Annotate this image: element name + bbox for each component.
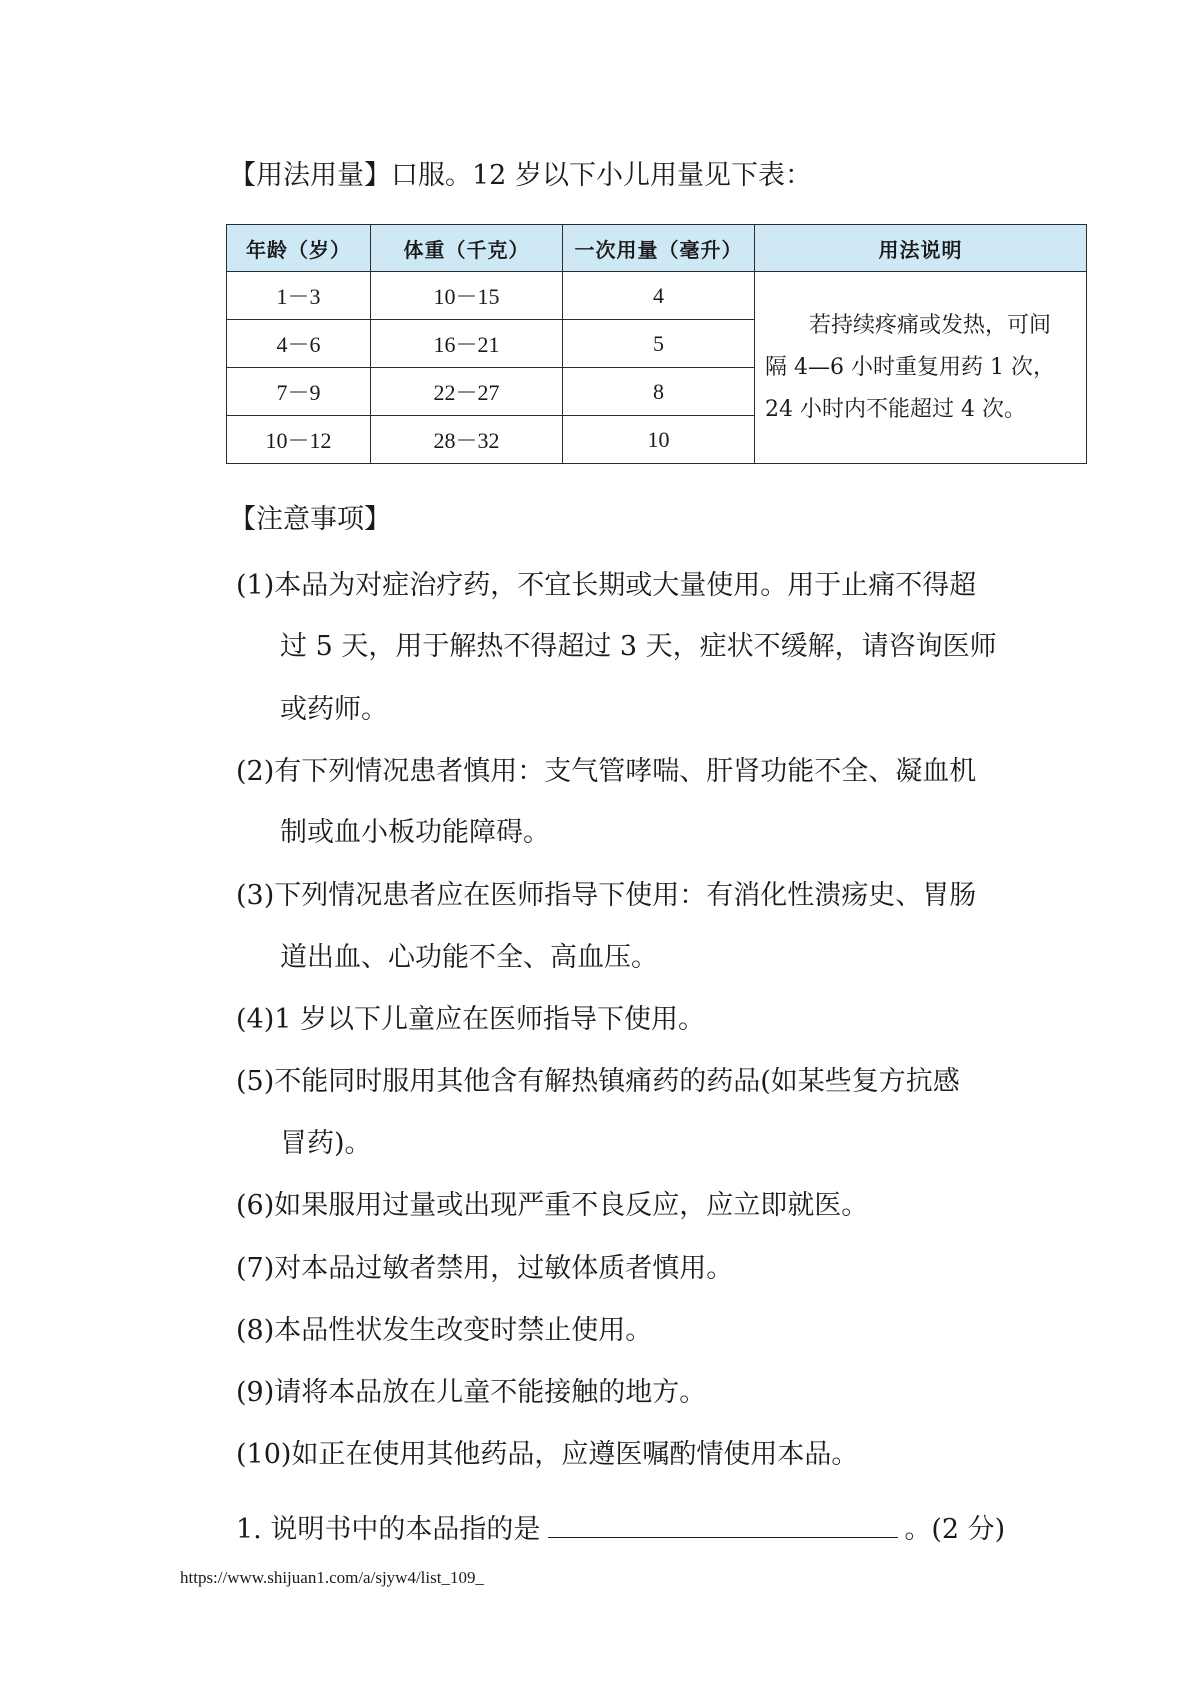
cell-weight: 10－15 — [371, 272, 563, 320]
item-line: 道出血、心功能不全、高血压。 — [280, 942, 658, 973]
note-item-3 — [236, 873, 1016, 912]
dosage-table — [226, 224, 1087, 464]
note-item-10 — [236, 1432, 1016, 1471]
cell-instructions — [755, 272, 1087, 464]
item-line: 请将本品放在儿童不能接触的地方。 — [274, 1377, 707, 1408]
item-line: 本品性状发生改变时禁止使用。 — [274, 1315, 653, 1346]
header-instructions: 用法说明 — [755, 225, 1087, 272]
cell-dose: 4 — [563, 272, 755, 320]
table-header-row — [227, 225, 1087, 272]
item-line: 对本品过敏者禁用，过敏体质者慎用。 — [274, 1253, 734, 1284]
cell-age: 10－12 — [227, 416, 371, 464]
note-item-7 — [236, 1246, 1016, 1285]
note-item-5 — [236, 1059, 1016, 1098]
cell-age: 4－6 — [227, 320, 371, 368]
item-number: (4) — [236, 1004, 275, 1035]
item-line: 本品为对症治疗药，不宜长期或大量使用。用于止痛不得超 — [274, 570, 977, 601]
item-line: 不能同时服用其他含有解热镇痛药的药品(如某些复方抗感 — [274, 1066, 960, 1097]
cell-age: 7－9 — [227, 368, 371, 416]
cell-dose: 5 — [563, 320, 755, 368]
item-line: 1 岁以下儿童应在医师指导下使用。 — [274, 1004, 706, 1035]
item-line: 有下列情况患者慎用：支气管哮喘、肝肾功能不全、凝血机 — [274, 756, 977, 787]
note-item-6 — [236, 1183, 1016, 1222]
cell-weight: 28－32 — [371, 416, 563, 464]
item-line: 或药师。 — [280, 694, 388, 725]
cell-weight: 16－21 — [371, 320, 563, 368]
header-weight: 体重（千克） — [371, 225, 563, 272]
note-item-1 — [236, 563, 1016, 602]
note-item-4 — [236, 997, 1016, 1036]
header-age: 年龄（岁） — [227, 225, 371, 272]
instruction-line: 24 小时内不能超过 4 次。 — [765, 396, 1026, 422]
item-number: (8) — [236, 1315, 275, 1346]
item-number: (1) — [236, 570, 275, 601]
item-number: (3) — [236, 880, 275, 911]
note-item-9 — [236, 1370, 1016, 1409]
item-number: (6) — [236, 1190, 275, 1221]
item-line: 如果服用过量或出现严重不良反应，应立即就医。 — [274, 1190, 869, 1221]
item-number: (7) — [236, 1253, 275, 1284]
cell-weight: 22－27 — [371, 368, 563, 416]
item-line: 过 5 天，用于解热不得超过 3 天，症状不缓解，请咨询医师 — [280, 631, 997, 662]
notes-heading: 【注意事项】 — [229, 504, 391, 535]
item-number: (10) — [236, 1439, 292, 1470]
item-line: 冒药)。 — [280, 1128, 372, 1159]
cell-age: 1－3 — [227, 272, 371, 320]
question-1 — [236, 1507, 1005, 1546]
usage-heading: 【用法用量】口服。12 岁以下小儿用量见下表： — [229, 160, 812, 191]
note-item-8 — [236, 1308, 1016, 1347]
instruction-line: 若持续疼痛或发热，可间 — [809, 312, 1052, 338]
item-number: (5) — [236, 1066, 275, 1097]
cell-dose: 8 — [563, 368, 755, 416]
header-dose: 一次用量（毫升） — [563, 225, 755, 272]
item-line: 如正在使用其他药品，应遵医嘱酌情使用本品。 — [291, 1439, 859, 1470]
question-prefix: 1. 说明书中的本品指的是 — [236, 1514, 541, 1545]
table-row — [227, 272, 1087, 320]
item-line: 下列情况患者应在医师指导下使用：有消化性溃疡史、胃肠 — [274, 880, 977, 911]
item-number: (9) — [236, 1377, 275, 1408]
note-item-2 — [236, 749, 1016, 788]
cell-dose: 10 — [563, 416, 755, 464]
item-line: 制或血小板功能障碍。 — [280, 817, 550, 848]
question-suffix: 。(2 分) — [904, 1514, 1006, 1545]
item-number: (2) — [236, 756, 275, 787]
answer-blank[interactable] — [548, 1509, 898, 1538]
instruction-line: 隔 4—6 小时重复用药 1 次， — [765, 354, 1055, 380]
footer-url: https://www.shijuan1.com/a/sjyw4/list_109_ — [180, 1568, 484, 1587]
